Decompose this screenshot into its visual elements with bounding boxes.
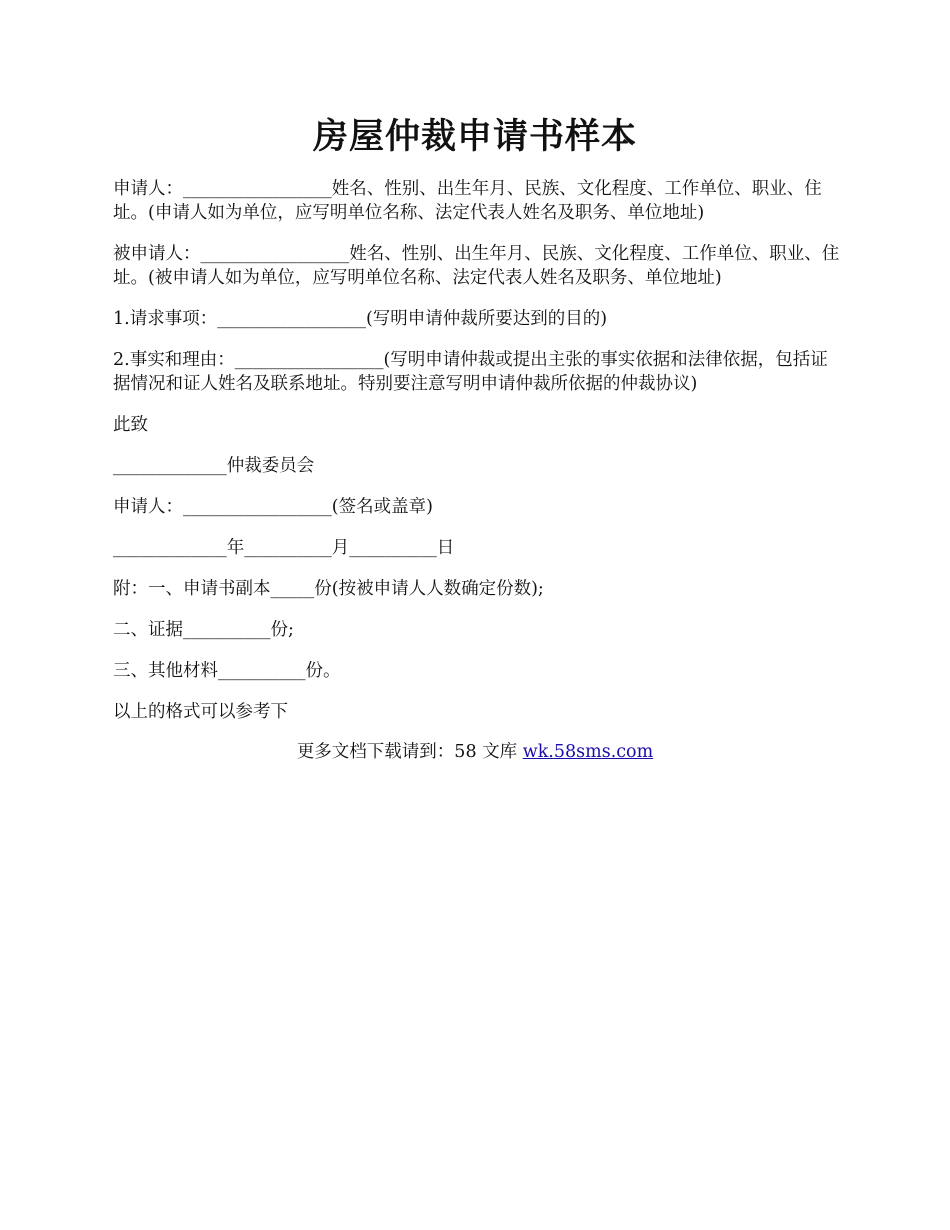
- footer-link[interactable]: wk.58sms.com: [522, 742, 654, 762]
- reference-note: 以上的格式可以参考下: [113, 702, 288, 722]
- applicant-paragraph: 申请人：_________________姓名、性别、出生年月、民族、文化程度、工作单位、职业、住址。(申请人如为单位，应写明单位名称、法定代表人姓名及职务、单位地址): [113, 179, 822, 223]
- facts-reasons-paragraph: 2.事实和理由：_________________(写明申请仲裁或提出主张的事实依据和法律依据，包括证据情况和证人姓名及联系地址。特别要注意写明申请仲裁所依据的仲裁协议): [113, 350, 828, 394]
- salutation-paragraph: 此致: [113, 415, 148, 435]
- respondent-paragraph: 被申请人：_________________姓名、性别、出生年月、民族、文化程度、工作单位、职业、住址。(被申请人如为单位，应写明单位名称、法定代表人姓名及职务、单位地址): [113, 244, 840, 288]
- document-footer: [0, 740, 950, 764]
- claims-paragraph: 1.请求事项：_________________(写明申请仲裁所要达到的目的): [113, 309, 608, 329]
- document-title: 房屋仲裁申请书样本: [312, 116, 637, 157]
- attachment-copies-line: 附：一、申请书副本_____份(按被申请人人数确定份数);: [113, 579, 544, 599]
- footer-text: 更多文档下载请到：58 文库: [296, 742, 523, 762]
- document-body: [113, 177, 843, 741]
- attachment-evidence-line: 二、证据__________份;: [113, 620, 294, 640]
- arbitration-committee-line: _____________仲裁委员会: [113, 456, 315, 476]
- date-line: _____________年__________月__________日: [113, 538, 455, 558]
- attachment-other-line: 三、其他材料__________份。: [113, 661, 341, 681]
- signature-line: 申请人：_________________(签名或盖章): [113, 497, 433, 517]
